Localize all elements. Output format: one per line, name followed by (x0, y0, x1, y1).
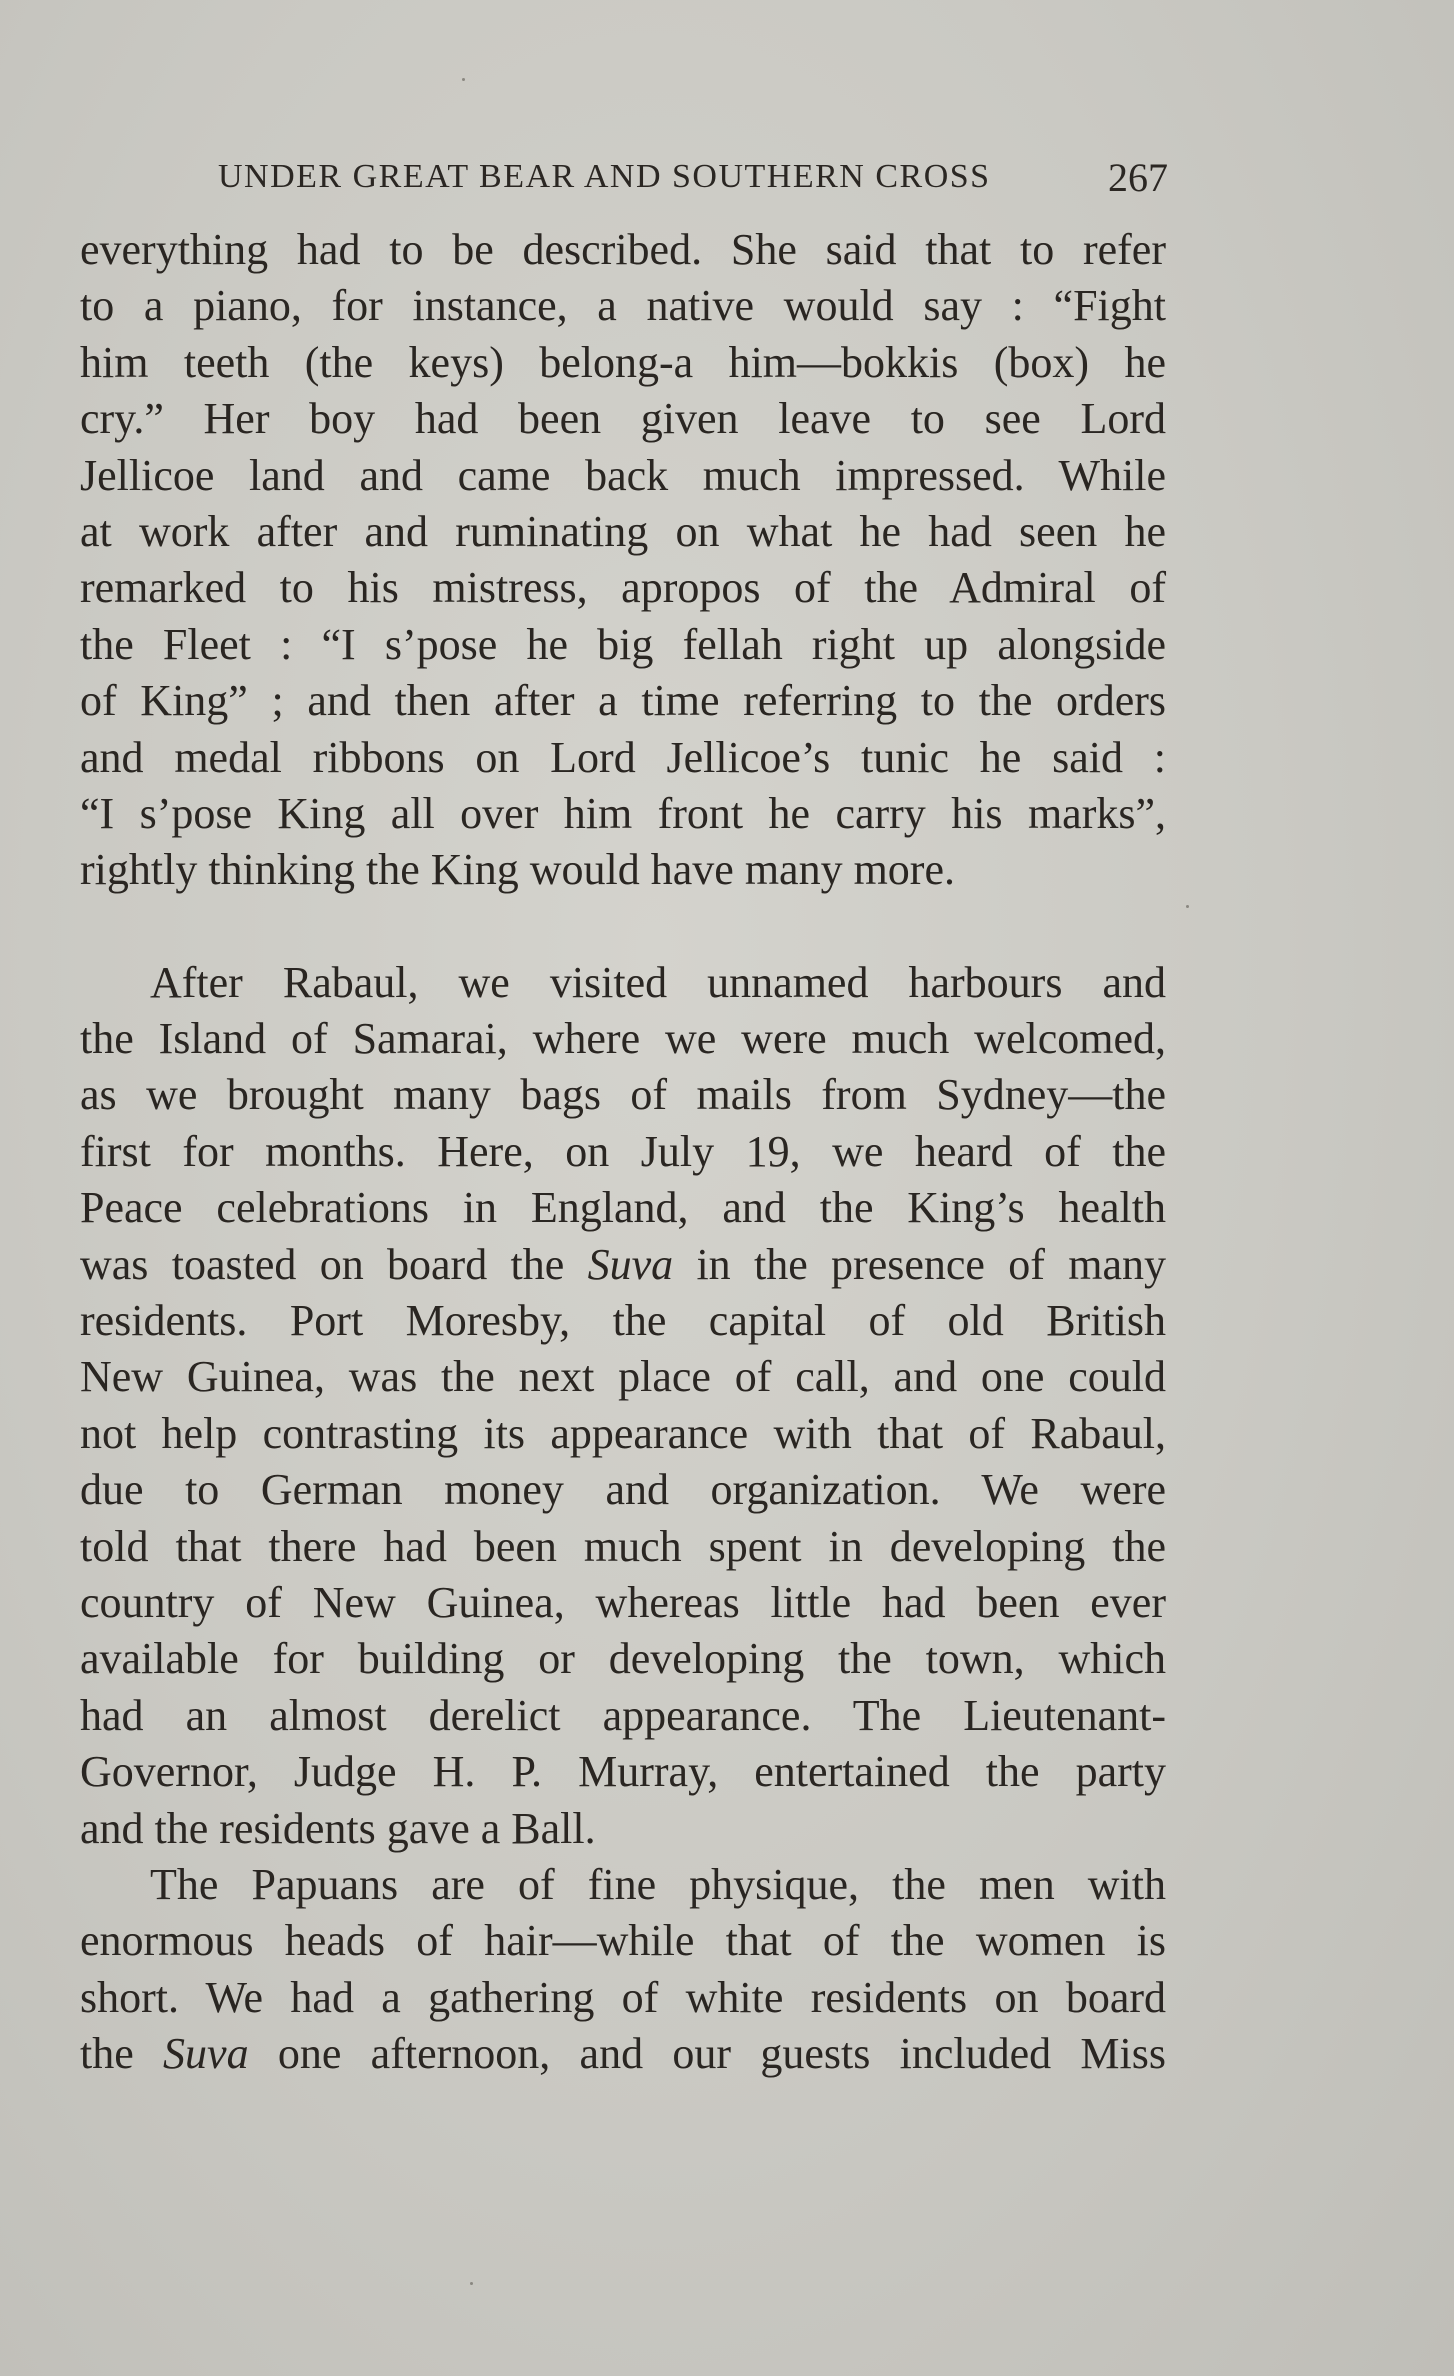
text-line: the Fleet : “I s’pose he big fellah right up alongside (80, 619, 1166, 669)
text-line: as we brought many bags of mails from Sydney—the (80, 1070, 1166, 1120)
text-line: residents. Port Moresby, the capital of old British (80, 1296, 1166, 1346)
text-line: remarked to his mistress, apropos of the Admiral of (80, 563, 1166, 613)
text-line: first for months. Here, on July 19, we heard of the (80, 1126, 1166, 1176)
text-line: the Island of Samarai, where we were much welcomed, (80, 1014, 1166, 1064)
text-line: to a piano, for instance, a native would say : “Fight (80, 281, 1166, 331)
text-line: rightly thinking the King would have many more. (80, 845, 955, 895)
paper-speck (470, 2282, 473, 2285)
running-head (218, 150, 1168, 210)
text-line: everything had to be described. She said that to refer (80, 225, 1166, 274)
paper-speck (1186, 905, 1189, 908)
text-line: and the residents gave a Ball. (80, 1803, 596, 1853)
text-line (80, 2026, 1166, 2082)
paper-speck (462, 78, 465, 81)
text-line: “I s’pose King all over him front he carry his marks”, (80, 788, 1166, 838)
text-line: Peace celebrations in England, and the King’s health (80, 1183, 1166, 1233)
text-line: enormous heads of hair—while that of the women is (80, 1916, 1166, 1966)
text-line: short. We had a gathering of white residents on board (80, 1972, 1166, 2022)
paragraph-gap (80, 899, 1166, 955)
text-line: country of New Guinea, whereas little had been ever (80, 1577, 1166, 1627)
text-line: After Rabaul, we visited unnamed harbours and (150, 957, 1166, 1007)
text-line: New Guinea, was the next place of call, and one could (80, 1352, 1166, 1402)
text-run: one afternoon, and our guests included Miss (248, 2029, 1166, 2079)
body-text (80, 222, 1166, 2083)
ship-name-italic: Suva (163, 2029, 249, 2079)
text-line: told that there had been much spent in developing the (80, 1521, 1166, 1571)
text-line: of King” ; and then after a time referring to the orders (80, 676, 1166, 726)
running-title: UNDER GREAT BEAR AND SOUTHERN CROSS (218, 158, 991, 195)
text-run: was toasted on board the (80, 1239, 588, 1289)
text-line: Governor, Judge H. P. Murray, entertained the party (80, 1747, 1166, 1797)
text-run: the (80, 2029, 164, 2079)
text-line: due to German money and organization. We were (80, 1465, 1166, 1515)
text-line: The Papuans are of fine physique, the men with (150, 1859, 1166, 1909)
text-line: Jellicoe land and came back much impressed. While (80, 450, 1166, 500)
ship-name-italic: Suva (587, 1239, 674, 1289)
text-run: in the presence of many (673, 1239, 1166, 1289)
text-line (80, 1237, 1166, 1293)
text-line: and medal ribbons on Lord Jellicoe’s tunic he said : (80, 732, 1166, 782)
text-line: cry.” Her boy had been given leave to see Lord (80, 394, 1166, 444)
text-line: not help contrasting its appearance with that of Rabaul, (80, 1408, 1166, 1458)
text-line: him teeth (the keys) belong-a him—bokkis (box) he (80, 337, 1166, 387)
text-line: had an almost derelict appearance. The Lieutenant- (80, 1690, 1166, 1740)
text-line: available for building or developing the town, which (80, 1634, 1166, 1684)
page-number: 267 (1108, 155, 1168, 200)
text-line: at work after and ruminating on what he had seen he (80, 506, 1166, 556)
